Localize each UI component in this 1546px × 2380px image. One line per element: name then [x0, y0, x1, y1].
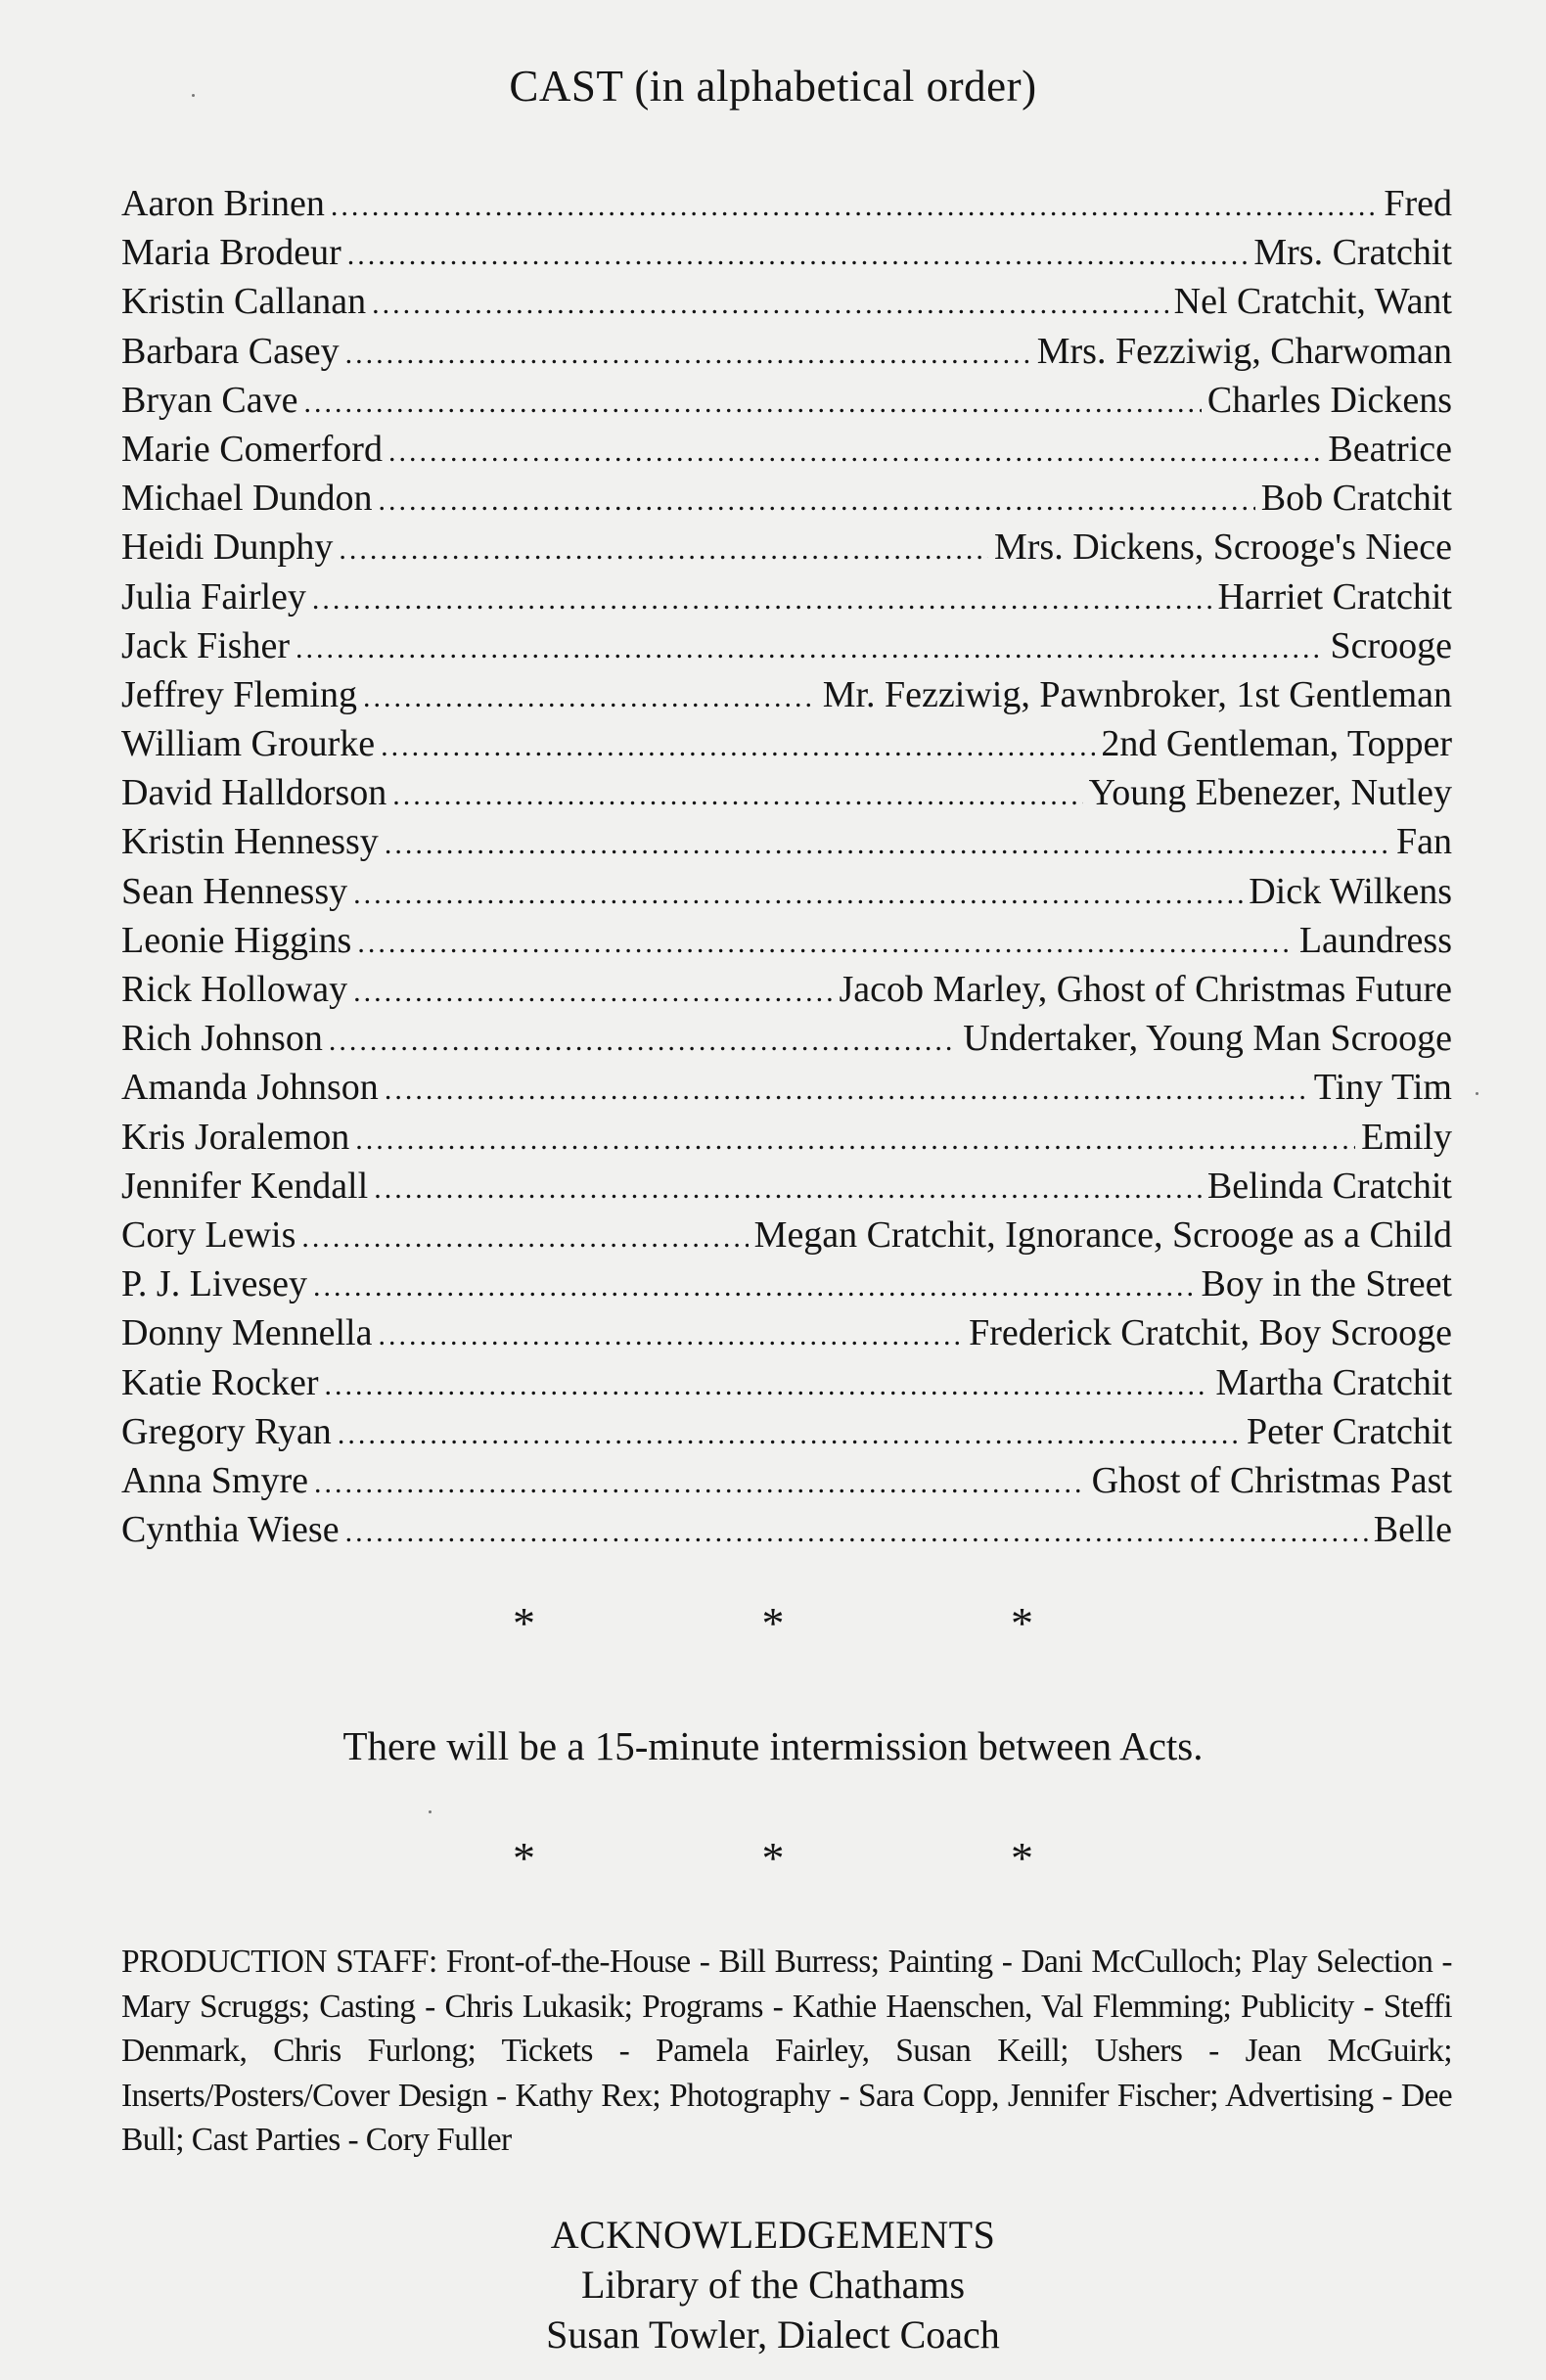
cast-role: Frederick Cratchit, Boy Scrooge — [969, 1312, 1452, 1354]
cast-row — [121, 1456, 1452, 1505]
cast-role: 2nd Gentleman, Topper — [1101, 723, 1452, 765]
cast-row — [121, 523, 1452, 572]
cast-row — [121, 474, 1452, 523]
cast-row — [121, 1358, 1452, 1407]
cast-actor: Amanda Johnson — [121, 1067, 379, 1109]
dot-leader — [392, 771, 1082, 820]
cast-actor: Sean Hennessy — [121, 870, 348, 912]
cast-actor: Anna Smyre — [121, 1459, 309, 1501]
dot-leader — [363, 673, 817, 722]
dot-leader — [374, 1165, 1202, 1213]
dot-leader — [301, 1213, 748, 1262]
cast-row — [121, 1063, 1452, 1112]
cast-row — [121, 179, 1452, 228]
cast-role: Belinda Cratchit — [1206, 1165, 1452, 1207]
paper-speck — [429, 1810, 432, 1813]
production-staff: PRODUCTION STAFF: Front-of-the-House - Bill Burress; Painting - Dani McCulloch; Play Selection - Mary Scruggs; Casting - Chris Lukasik; Programs - Kathie Haenschen, Val Flemming; Publicity - Steffi Denmark, Chris Furlong; Tickets - Pamela Fairley, Susan Keill; Ushers - Jean McGuirk; Inserts/Posters/Cover Design - Kathy Rex; Photography - Sara Copp, Jennifer Fischer; Advertising - Dee Bull; Cast Parties - Cory Fuller — [121, 1944, 1452, 2158]
cast-row — [121, 572, 1452, 621]
paper-speck — [192, 94, 195, 97]
cast-actor: Rich Johnson — [121, 1018, 323, 1060]
cast-actor: Jennifer Kendall — [121, 1165, 369, 1207]
dot-leader — [347, 231, 1249, 280]
dot-leader — [339, 526, 988, 574]
paper-speck — [1476, 1092, 1478, 1095]
cast-title: CAST (in alphabetical order) — [509, 62, 1037, 111]
cast-row — [121, 867, 1452, 916]
dot-leader — [345, 1508, 1368, 1557]
cast-actor: Rick Holloway — [121, 969, 348, 1010]
cast-list — [121, 179, 1452, 1554]
cast-role: Jacob Marley, Ghost of Christmas Future — [839, 969, 1452, 1010]
acknowledgement-line: Susan Towler, Dialect Coach — [546, 2312, 1000, 2357]
intermission-note: There will be a 15-minute intermission between Acts. — [342, 1723, 1204, 1768]
cast-row — [121, 1113, 1452, 1162]
dot-leader — [388, 428, 1322, 477]
cast-role: Nel Cratchit, Want — [1173, 281, 1452, 323]
dot-leader — [372, 280, 1168, 329]
cast-actor: Maria Brodeur — [121, 232, 341, 274]
cast-role: Undertaker, Young Man Scrooge — [963, 1018, 1452, 1060]
cast-role: Boy in the Street — [1201, 1263, 1452, 1305]
cast-actor: David Halldorson — [121, 772, 387, 814]
cast-actor: Barbara Casey — [121, 330, 340, 372]
cast-role: Mrs. Cratchit — [1253, 232, 1452, 274]
cast-actor: Aaron Brinen — [121, 183, 325, 224]
dot-leader — [338, 1410, 1241, 1459]
cast-row — [121, 670, 1452, 719]
cast-role: Beatrice — [1328, 428, 1452, 470]
cast-role: Martha Cratchit — [1215, 1361, 1452, 1403]
cast-row — [121, 1308, 1452, 1357]
cast-role: Fan — [1396, 821, 1452, 863]
cast-actor: Cynthia Wiese — [121, 1509, 340, 1551]
cast-actor: William Grourke — [121, 723, 376, 765]
dot-leader — [381, 722, 1095, 771]
cast-role: Tiny Tim — [1313, 1067, 1452, 1109]
cast-row — [121, 228, 1452, 277]
dot-leader — [378, 1311, 963, 1360]
dot-leader — [329, 1017, 957, 1066]
cast-row — [121, 1211, 1452, 1259]
cast-actor: P. J. Livesey — [121, 1263, 307, 1305]
cast-actor: Michael Dundon — [121, 478, 373, 520]
cast-role: Mrs. Dickens, Scrooge's Niece — [993, 526, 1452, 569]
cast-role: Laundress — [1298, 919, 1452, 961]
cast-actor: Cory Lewis — [121, 1213, 296, 1256]
cast-role: Megan Cratchit, Ignorance, Scrooge as a Child — [753, 1213, 1452, 1256]
cast-role: Belle — [1373, 1509, 1452, 1551]
cast-role: Fred — [1384, 183, 1452, 224]
cast-row — [121, 621, 1452, 670]
cast-row — [121, 277, 1452, 326]
cast-row — [121, 1162, 1452, 1211]
cast-row — [121, 327, 1452, 376]
cast-actor: Kristin Callanan — [121, 281, 367, 323]
cast-actor: Donny Mennella — [121, 1312, 373, 1354]
cast-row — [121, 719, 1452, 768]
dot-leader — [313, 1262, 1196, 1311]
dot-leader — [303, 379, 1201, 428]
cast-actor: Katie Rocker — [121, 1361, 319, 1403]
cast-actor: Kristin Hennessy — [121, 821, 379, 863]
cast-row — [121, 965, 1452, 1014]
cast-row — [121, 1259, 1452, 1308]
cast-role: Scrooge — [1330, 624, 1452, 666]
dot-leader — [378, 477, 1254, 526]
cast-role: Mrs. Fezziwig, Charwoman — [1036, 330, 1452, 372]
separator-stars: * * * — [513, 1833, 1141, 1883]
cast-actor: Jack Fisher — [121, 624, 291, 666]
cast-role: Harriet Cratchit — [1217, 575, 1452, 618]
cast-row — [121, 1407, 1452, 1456]
cast-role: Young Ebenezer, Nutley — [1088, 772, 1452, 814]
dot-leader — [296, 624, 1324, 673]
cast-actor: Marie Comerford — [121, 428, 383, 470]
cast-role: Mr. Fezziwig, Pawnbroker, 1st Gentleman — [822, 673, 1452, 715]
cast-actor: Bryan Cave — [121, 379, 298, 421]
cast-row — [121, 768, 1452, 817]
cast-row — [121, 1014, 1452, 1063]
cast-role: Bob Cratchit — [1260, 478, 1452, 520]
cast-row — [121, 1505, 1452, 1554]
cast-row — [121, 425, 1452, 474]
dot-leader — [353, 968, 833, 1017]
separator-stars: * * * — [513, 1598, 1141, 1648]
cast-row — [121, 376, 1452, 425]
dot-leader — [314, 1459, 1086, 1508]
dot-leader — [312, 575, 1212, 624]
dot-leader — [385, 820, 1390, 869]
dot-leader — [385, 1066, 1308, 1115]
dot-leader — [345, 330, 1031, 379]
acknowledgement-line: Library of the Chathams — [580, 2263, 966, 2307]
cast-actor: Gregory Ryan — [121, 1410, 332, 1452]
dot-leader — [355, 1116, 1355, 1165]
cast-role: Charles Dickens — [1206, 379, 1452, 421]
cast-role: Dick Wilkens — [1249, 870, 1452, 912]
cast-row — [121, 817, 1452, 866]
dot-leader — [325, 1361, 1210, 1410]
cast-role: Ghost of Christmas Past — [1091, 1459, 1452, 1501]
cast-actor: Jeffrey Fleming — [121, 673, 357, 715]
cast-actor: Heidi Dunphy — [121, 526, 334, 569]
dot-leader — [353, 870, 1243, 919]
cast-actor: Kris Joralemon — [121, 1116, 350, 1158]
dot-leader — [331, 182, 1378, 231]
dot-leader — [357, 919, 1293, 968]
cast-row — [121, 916, 1452, 965]
cast-actor: Leonie Higgins — [121, 919, 352, 961]
acknowledgements-heading: ACKNOWLEDGEMENTS — [550, 2213, 996, 2257]
cast-role: Peter Cratchit — [1247, 1410, 1452, 1452]
cast-role: Emily — [1361, 1116, 1452, 1158]
cast-actor: Julia Fairley — [121, 575, 306, 618]
